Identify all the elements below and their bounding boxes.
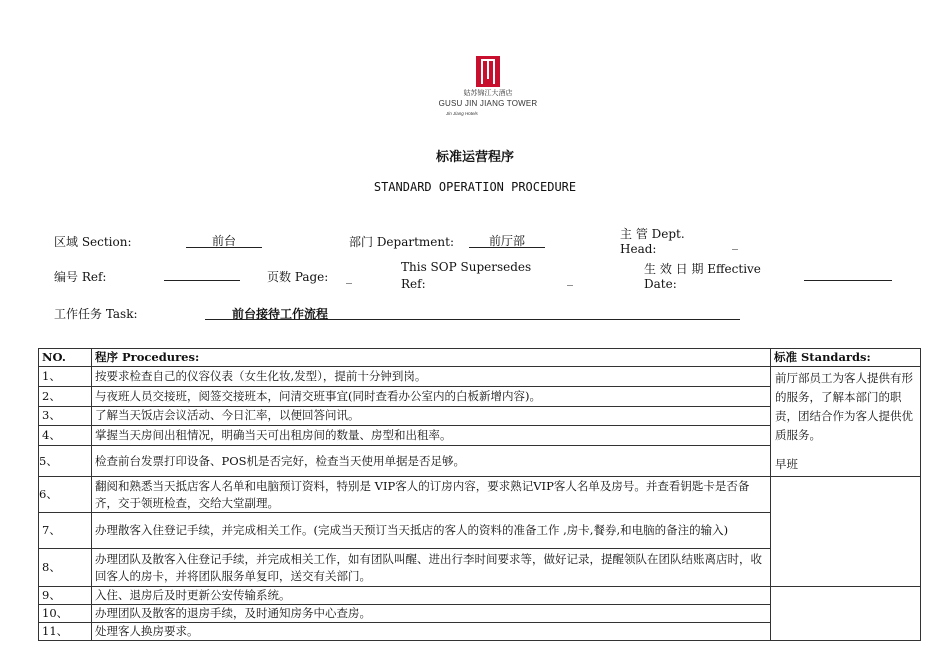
- row-number: 7、: [39, 513, 92, 549]
- logo-name-cn: 姑苏锦江大酒店: [463, 89, 513, 97]
- row-procedure: 检查前台发票打印设备、POS机是否完好，检查当天使用单据是否足够。: [92, 446, 771, 477]
- department-underline: [469, 247, 545, 248]
- row-number: 9、: [39, 587, 92, 605]
- row-procedure: 处理客人换房要求。: [92, 623, 771, 641]
- row-number: 2、: [39, 386, 92, 406]
- table-row: [39, 367, 921, 387]
- title-cn: 标准运营程序: [435, 150, 514, 165]
- supersedes-label: This SOP Supersedes: [401, 260, 532, 274]
- supervisor-blank: _: [732, 236, 738, 250]
- effective-label: 生 效 日 期 Effective: [644, 262, 761, 276]
- page-blank: _: [346, 270, 352, 284]
- col-header-procedures: 程序 Procedures:: [92, 349, 771, 367]
- page-label: 页数 Page:: [267, 270, 329, 284]
- table-header-row: [39, 349, 921, 367]
- hotel-logo-icon: [476, 56, 500, 87]
- sop-table: [38, 348, 921, 641]
- logo-subbrand: Jin Jiang Hotels: [446, 111, 478, 116]
- row-procedure: 与夜班人员交接班，阅签交接班本，问清交班事宜(同时查看办公室内的白板新增内容)。: [92, 386, 771, 406]
- row-procedure: 按要求检查自己的仪容仪表（女生化妆,发型），提前十分钟到岗。: [92, 367, 771, 387]
- standards-text: 前厅部员工为客人提供有形的服务，了解本部门的职责，团结合作为客人提供优质服务。: [775, 371, 913, 442]
- row-number: 6、: [39, 477, 92, 513]
- standards-empty-cell: [771, 477, 921, 587]
- row-number: 3、: [39, 406, 92, 426]
- row-number: 8、: [39, 549, 92, 587]
- section-label: 区域 Section:: [54, 235, 132, 249]
- section-underline: [186, 247, 262, 248]
- row-number: 4、: [39, 426, 92, 446]
- ref-underline: [164, 280, 240, 281]
- row-number: 1、: [39, 367, 92, 387]
- supersedes-blank: _: [567, 272, 573, 286]
- table-row: [39, 587, 921, 605]
- row-procedure: 办理散客入住登记手续，并完成相关工作。(完成当天预订当天抵店的客人的资料的准备工作 ,房卡,餐券,和电脑的备注的输入): [92, 513, 771, 549]
- effective-label-date: Date:: [644, 277, 677, 291]
- title-en: STANDARD OPERATION PROCEDURE: [373, 180, 577, 194]
- supersedes-label-ref: Ref:: [401, 277, 426, 291]
- supervisor-label: 主 管 Dept.: [620, 227, 685, 241]
- row-number: 11、: [39, 623, 92, 641]
- row-number: 5、: [39, 446, 92, 477]
- row-number: 10、: [39, 605, 92, 623]
- row-procedure: 了解当天饭店会议活动、今日汇率，以便回答问讯。: [92, 406, 771, 426]
- task-label: 工作任务 Task:: [54, 307, 138, 321]
- standards-shift: 早班: [775, 457, 798, 471]
- table-row: [39, 477, 921, 513]
- standards-empty-cell: [771, 587, 921, 641]
- standards-cell: [771, 367, 921, 477]
- logo-name-en: GUSU JIN JIANG TOWER: [438, 99, 538, 108]
- col-header-standards: 标准 Standards:: [771, 349, 921, 367]
- row-procedure: 翻阅和熟悉当天抵店客人名单和电脑预订资料，特别是 VIP客人的订房内容，要求熟记VIP客人名单及房号。并查看钥匙卡是否备齐，交于领班检查，交给大堂副理。: [92, 477, 771, 513]
- department-label: 部门 Department:: [349, 235, 455, 249]
- row-procedure: 办理团队及散客的退房手续，及时通知房务中心查房。: [92, 605, 771, 623]
- row-procedure: 办理团队及散客入住登记手续，并完成相关工作，如有团队叫醒、进出行李时间要求等，做好记录，提醒领队在团队结账离店时，收回客人的房卡，并将团队服务单复印，送交有关部门。: [92, 549, 771, 587]
- row-procedure: 入住、退房后及时更新公安传输系统。: [92, 587, 771, 605]
- department-value: 前厅部: [488, 234, 525, 248]
- task-value: 前台接待工作流程: [232, 307, 329, 321]
- section-value: 前台: [211, 234, 236, 248]
- supervisor-label-head: Head:: [620, 242, 657, 256]
- row-procedure: 掌握当天房间出租情况，明确当天可出租房间的数量、房型和出租率。: [92, 426, 771, 446]
- col-header-no: NO.: [39, 349, 92, 367]
- task-underline: [205, 319, 740, 320]
- ref-label: 编号 Ref:: [54, 270, 107, 284]
- effective-underline: [804, 280, 892, 281]
